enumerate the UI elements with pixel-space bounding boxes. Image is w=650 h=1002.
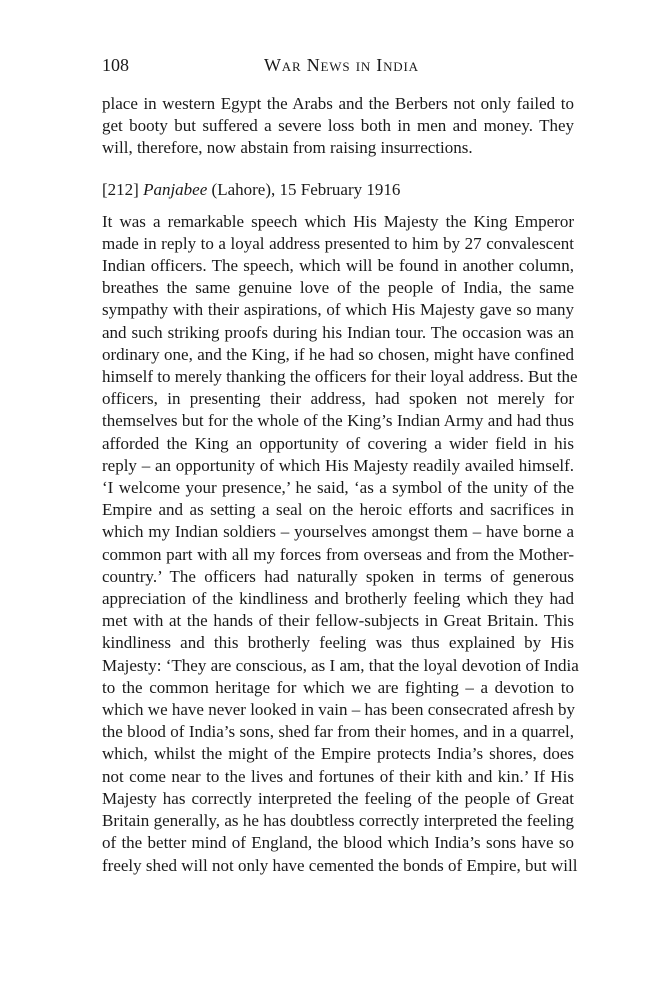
page-number: 108 — [102, 55, 129, 75]
text-line: officers, in presenting their address, had spoken not merely for — [102, 389, 574, 409]
text-line: country.’ The officers had naturally spoken in terms of generous — [102, 566, 574, 586]
page-header — [102, 53, 574, 77]
entry-number: [212] — [102, 179, 139, 199]
text-line: appreciation of the kindliness and brotherly feeling which they had — [102, 589, 574, 609]
text-line: of the better mind of England, the blood which India’s sons have so — [102, 833, 574, 853]
text-line: afforded the King an opportunity of covering a wider field in his — [102, 433, 574, 453]
text-line: Britain generally, as he has doubtless correctly interpreted the feeling — [102, 811, 574, 831]
text-line: the blood of India’s sons, shed far from their homes, and in a quarrel, — [102, 722, 574, 742]
text-line: which my Indian soldiers – yourselves amongst them – have borne a — [102, 522, 574, 542]
text-line: ordinary one, and the King, if he had so chosen, might have confined — [102, 344, 574, 364]
text-line: met with at the hands of their fellow-subjects in Great Britain. This — [102, 611, 574, 631]
text-line: not come near to the lives and fortunes of their kith and kin.’ If His — [102, 766, 574, 786]
text-line: ‘I welcome your presence,’ he said, ‘as a symbol of the unity of the — [102, 478, 574, 498]
text-line: breathes the same genuine love of the people of India, the same — [102, 278, 574, 298]
text-line: made in reply to a loyal address presented to him by 27 convalescent — [102, 233, 574, 253]
entry-source-details: (Lahore), 15 February 1916 — [211, 179, 401, 199]
text-line: Majesty: ‘They are conscious, as I am, that the loyal devotion of India — [102, 655, 579, 675]
text-line: which, whilst the might of the Empire protects India’s shores, does — [102, 744, 574, 764]
entry-source-title: Panjabee — [143, 179, 208, 199]
text-line: Majesty has correctly interpreted the feeling of the people of Great — [102, 788, 574, 808]
text-line: to the common heritage for which we are fighting – a devotion to — [102, 677, 574, 697]
text-line: kindliness and this brotherly feeling was thus explained by His — [102, 633, 574, 653]
text-line: reply – an opportunity of which His Majesty readily availed himself. — [102, 455, 574, 475]
text-line: get booty but suffered a severe loss both in men and money. They — [102, 116, 574, 136]
text-line: himself to merely thanking the officers for their loyal address. But the — [102, 367, 578, 387]
text-line: and such striking proofs during his Indian tour. The occasion was an — [102, 322, 574, 342]
text-line: It was a remarkable speech which His Majesty the King Emperor — [102, 211, 574, 231]
text-line: place in western Egypt the Arabs and the Berbers not only failed to — [102, 94, 574, 113]
running-head: War News in India — [264, 55, 419, 75]
entry-heading — [102, 179, 574, 201]
text-block — [102, 93, 579, 877]
text-line: Empire and as setting a seal on the heroic efforts and sacrifices in — [102, 500, 574, 520]
text-line: which we have never looked in vain – has been consecrated afresh by — [102, 700, 575, 720]
text-line: freely shed will not only have cemented the bonds of Empire, but will — [102, 855, 578, 875]
body-paragraph — [102, 211, 579, 877]
text-line: themselves but for the whole of the King’s Indian Army and had thus — [102, 411, 574, 431]
text-line: sympathy with their aspirations, of which His Majesty gave so many — [102, 300, 574, 320]
text-line: will, therefore, now abstain from raising insurrections. — [102, 138, 473, 158]
opening-paragraph — [102, 93, 574, 160]
text-line: common part with all my forces from overseas and from the Mother- — [102, 544, 574, 564]
text-line: Indian officers. The speech, which will be found in another column, — [102, 256, 574, 276]
